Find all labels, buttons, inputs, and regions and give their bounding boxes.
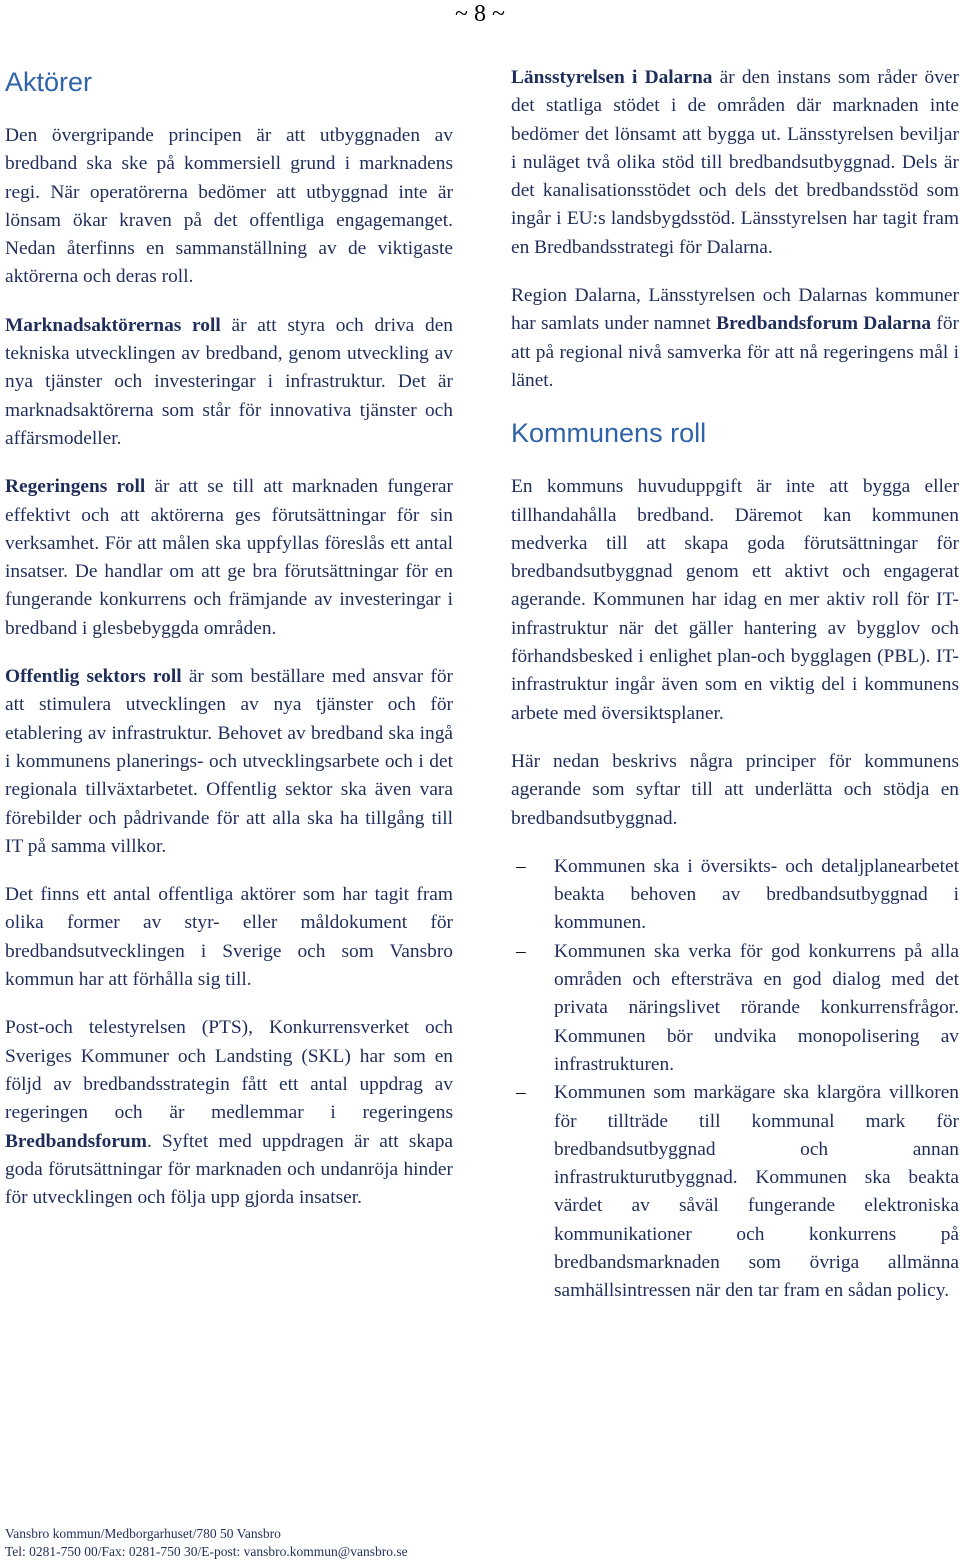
- government-role-paragraph: [5, 473, 453, 643]
- list-item: [511, 1079, 959, 1305]
- right-column: [511, 64, 959, 1306]
- market-role-text: är att styra och driva den tekniska utvecklingen av bredband, genom utveckling av nya tjänster och investeringar i infrastruktur. Det är marknadsaktörerna som står för innovativa tjänster och affärsmodeller.: [5, 314, 453, 449]
- kommun-role-paragraph: En kommuns huvuduppgift är inte att bygga eller tillhandahålla bredband. Däremot kan kommunen medverka till att skapa goda förutsättningar för bredbandsutbyggnad genom ett aktivt och engagerat agerande. Kommunen har idag en mer aktiv roll för IT-infrastruktur när det gäller hantering av bygglov och förhandsbesked i enlighet plan-och bygglagen (PBL). IT-infrastruktur ingår även som en viktig del i kommunens arbete med översiktsplaner.: [511, 476, 959, 724]
- government-role-term: Regeringens roll: [5, 476, 146, 498]
- principles-list: [511, 853, 959, 1306]
- market-role-term: Marknadsaktörernas roll: [5, 314, 221, 336]
- page-footer: [5, 1525, 408, 1561]
- government-role-text: är att se till att marknaden fungerar effektivt och att aktörerna ges förutsättningar för sin verksamhet. För att målen ska uppfyllas föreslås ett antal insatser. De handlar om att ge bra förutsättningar för en fungerande konkurrens och främjande av investeringar i bredband i glesbebyggda områden.: [5, 476, 453, 639]
- region-text-after: för att på regional nivå samverka för att nå regeringens mål i länet.: [511, 313, 959, 391]
- public-actors-paragraph: Det finns ett antal offentliga aktörer som har tagit fram olika former av styr- eller måldokument för bredbandsutvecklingen i Sverige och som Vansbro kommun har att förhålla sig till.: [5, 884, 453, 991]
- list-item-text: Kommunen som markägare ska klargöra villkoren för tillträde till kommunal mark för bredbandsutbyggnad och annan infrastrukturutbyggnad. Kommunen ska beakta värdet av såväl fungerande elektroniska kommunikationer och konkurrens på bredbandsmarknaden som övriga allmänna samhällsintressen när den tar fram en sådan policy.: [554, 1082, 959, 1302]
- list-item-text: Kommunen ska verka för god konkurrens på alla områden och eftersträva en god dialog med det privata näringslivet rörande konkurrensfrågor. Kommunen bör undvika monopolisering av infrastrukturen.: [554, 940, 959, 1075]
- pts-paragraph: [5, 1014, 453, 1212]
- list-item: [511, 853, 959, 938]
- bredbandsforum-dalarna-term: Bredbandsforum Dalarna: [716, 313, 932, 335]
- dash-bullet: –: [516, 1082, 526, 1104]
- intro-paragraph: Den övergripande principen är att utbyggnaden av bredband ska ske på kommersiell grund i marknadens regi. När operatörerna bedömer att utbyggnad inte är lönsam ökar kraven på det offentliga engagemanget. Nedan återfinns en sammanställning av de viktigaste aktörerna och deras roll.: [5, 125, 453, 288]
- footer-address: Vansbro kommun/Medborgarhuset/780 50 Vansbro: [5, 1526, 281, 1541]
- footer-contact: Tel: 0281-750 00/Fax: 0281-750 30/E-post: vansbro.kommun@vansbro.se: [5, 1544, 408, 1559]
- lansstyrelsen-text: är den instans som råder över det statliga stödet i de områden där marknaden inte bedömer det lönsamt att bygga ut. Länsstyrelsen beviljar i nuläget två olika stöd till bredbandsutbyggnad. Dels är det kanalisationsstödet och dels det bredbandsstöd som ingår i EU:s landsbygdsstöd. Länsstyrelsen har tagit fram en Bredbandsstrategi för Dalarna.: [511, 67, 959, 258]
- principles-intro-paragraph: Här nedan beskrivs några principer för kommunens agerande som syftar till att underlätta och stödja en bredbandsutbyggnad.: [511, 750, 959, 829]
- market-role-paragraph: [5, 312, 453, 453]
- section-heading-kommunens-roll: Kommunens roll: [511, 418, 707, 449]
- pts-text-before: Post-och telestyrelsen (PTS), Konkurrensverket och Sveriges Kommuner och Landsting (SKL) har som en följd av bredbandsstrategin fått ett antal uppdrag av regeringen och är medlemmar i regeringens: [5, 1017, 453, 1124]
- left-column: [5, 64, 453, 1232]
- section-heading-aktorer: Aktörer: [5, 67, 93, 97]
- lansstyrelsen-term: Länsstyrelsen i Dalarna: [511, 67, 713, 88]
- lansstyrelsen-paragraph: [511, 64, 959, 262]
- dash-bullet: –: [516, 940, 526, 962]
- region-text-before: Region Dalarna, Länsstyrelsen och Dalarnas kommuner har samlats under namnet: [511, 285, 959, 335]
- bredbandsforum-term: Bredbandsforum: [5, 1130, 147, 1152]
- public-sector-role-text: är som beställare med ansvar för att stimulera utvecklingen av nya tjänster och för etablering av infrastruktur. Behovet av bredband ska ingå i kommunens planerings- och utvecklingsarbete och i det regionala tillväxtarbetet. Offentlig sektor ska även vara förebilder och pådrivande för att alla ska ha tillgång till IT på samma villkor.: [5, 666, 453, 857]
- region-dalarna-paragraph: [511, 282, 959, 395]
- public-sector-role-term: Offentlig sektors roll: [5, 666, 182, 688]
- page-number: ~ 8 ~: [455, 1, 505, 27]
- list-item-text: Kommunen ska i översikts- och detaljplanearbetet beakta behoven av bredbandsutbyggnad i kommunen.: [554, 855, 959, 934]
- pts-text-after: . Syftet med uppdragen är att skapa goda förutsättningar för marknaden och undanröja hinder för utvecklingen och följa upp gjorda insatser.: [5, 1130, 453, 1209]
- dash-bullet: –: [516, 855, 526, 877]
- list-item: [511, 938, 959, 1079]
- public-sector-role-paragraph: [5, 663, 453, 861]
